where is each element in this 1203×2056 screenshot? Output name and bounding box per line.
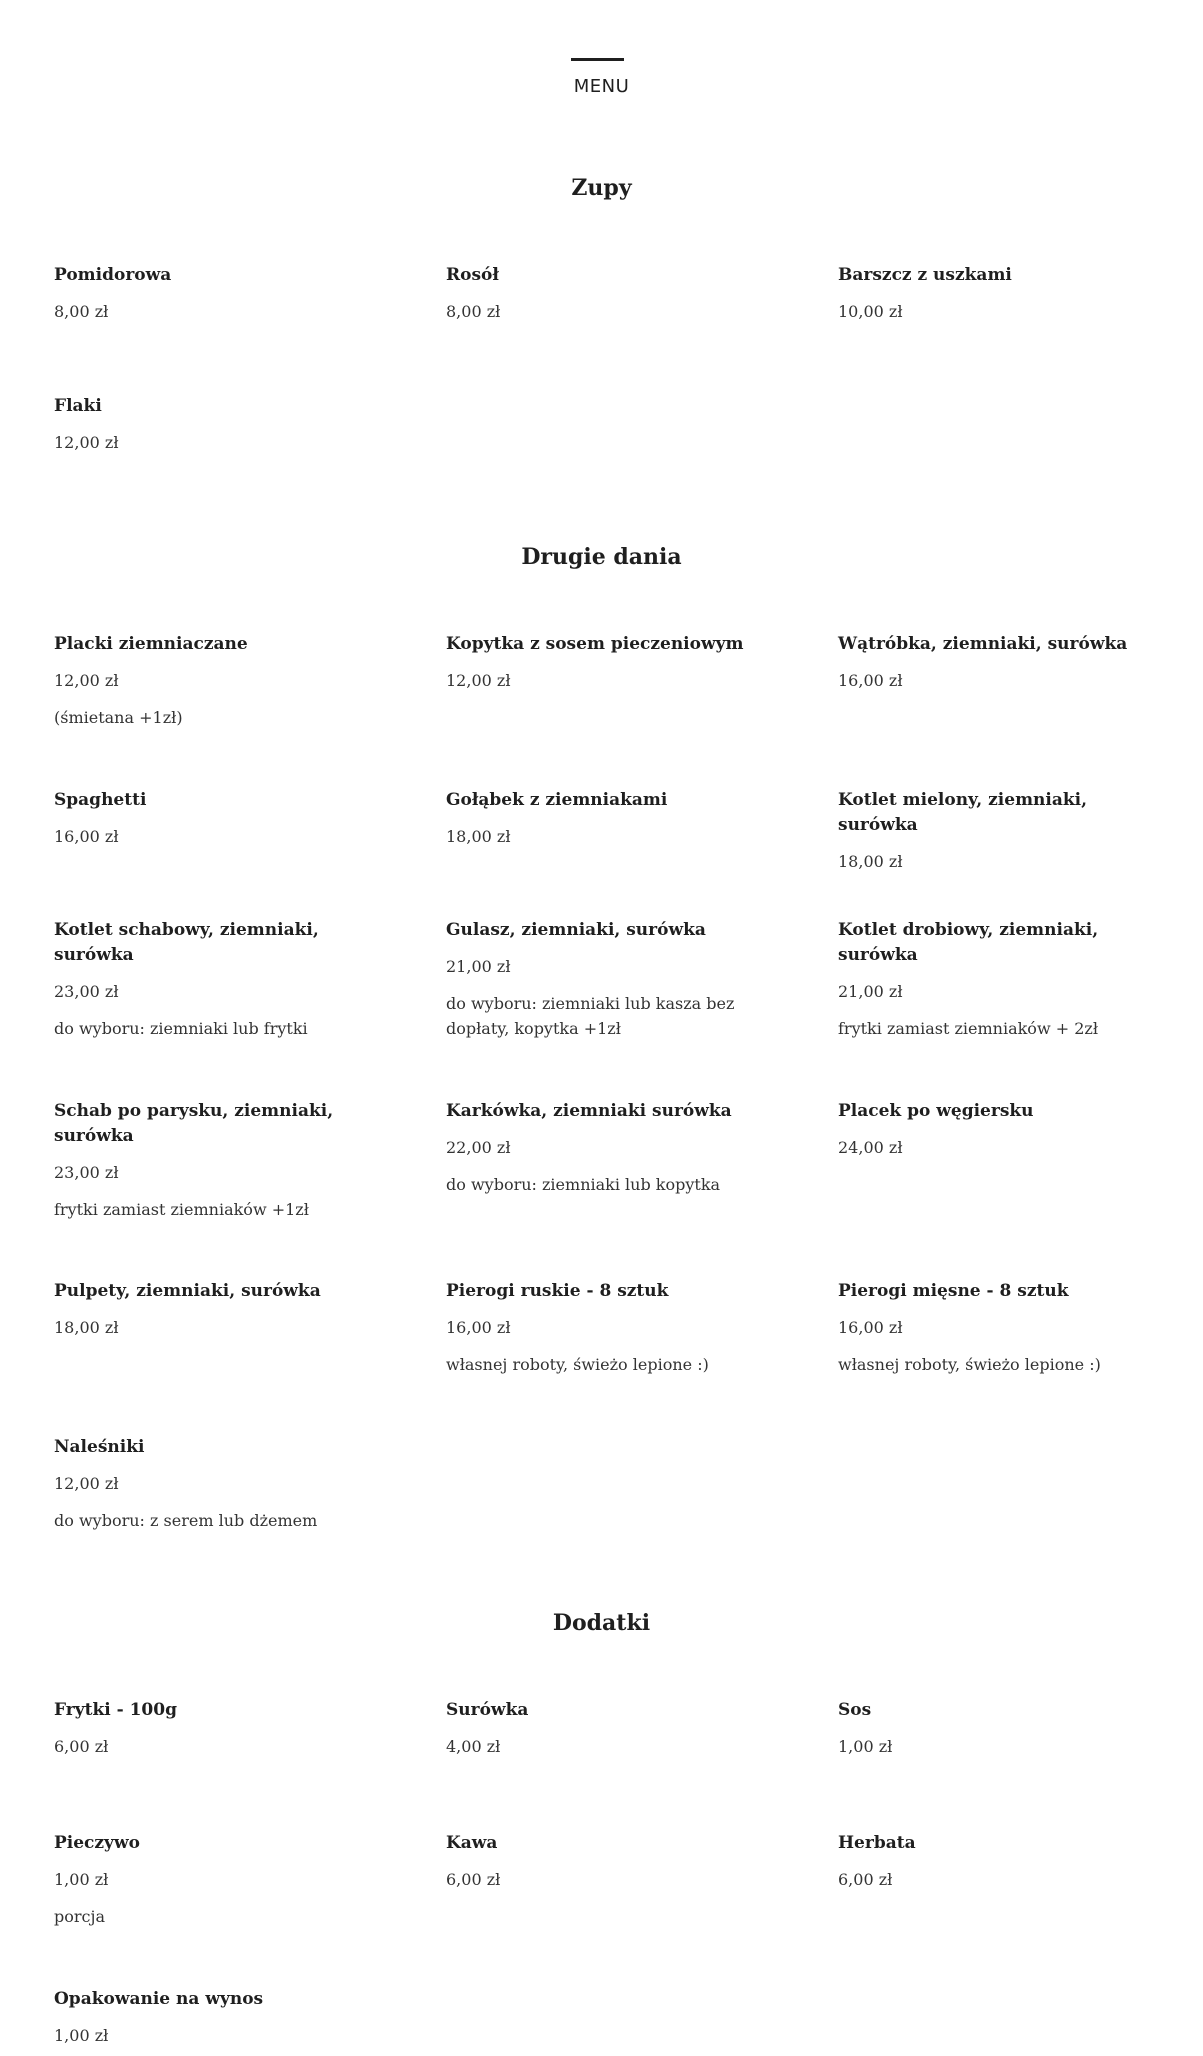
item-name: Opakowanie na wynos: [54, 1989, 264, 2009]
menu-item: [838, 1099, 1148, 1159]
item-name: Spaghetti: [54, 790, 147, 810]
item-name: Gołąbek z ziemniakami: [446, 790, 668, 810]
menu-item: [54, 788, 364, 848]
item-name: Kotlet drobiowy, ziemniaki, surówka: [838, 920, 1099, 965]
menu-item: [54, 632, 364, 730]
menu-item: [446, 1279, 756, 1377]
item-name: Kotlet mielony, ziemniaki, surówka: [838, 790, 1088, 835]
item-name: Barszcz z uszkami: [838, 265, 1012, 285]
item-note: własnej roboty, świeżo lepione :): [838, 1355, 1101, 1374]
item-price: 18,00 zł: [838, 852, 903, 871]
item-price: 6,00 zł: [446, 1870, 501, 1889]
menu-item: [446, 1698, 756, 1758]
section-title: Dodatki: [552, 1610, 651, 1636]
item-note: do wyboru: ziemniaki lub frytki: [54, 1019, 308, 1038]
item-name: Herbata: [838, 1833, 916, 1853]
menu-item: [54, 263, 364, 323]
item-name: Sos: [838, 1700, 872, 1720]
item-price: 23,00 zł: [54, 1163, 119, 1182]
menu-item: [446, 788, 756, 848]
menu-item: [446, 918, 756, 1041]
item-price: 4,00 zł: [446, 1737, 501, 1756]
item-name: Schab po parysku, ziemniaki, surówka: [54, 1101, 334, 1146]
item-note: do wyboru: ziemniaki lub kopytka: [446, 1175, 721, 1194]
section-title: Zupy: [571, 175, 632, 201]
item-name: Kawa: [446, 1833, 498, 1853]
item-name: Surówka: [446, 1700, 529, 1720]
item-price: 12,00 zł: [54, 433, 119, 452]
item-name: Placki ziemniaczane: [54, 634, 248, 654]
item-note: porcja: [54, 1907, 105, 1926]
item-price: 18,00 zł: [446, 827, 511, 846]
menu-item: [54, 1831, 364, 1929]
item-price: 8,00 zł: [54, 302, 109, 321]
item-price: 16,00 zł: [838, 1318, 903, 1337]
menu-item: [446, 1099, 756, 1197]
item-name: Wątróbka, ziemniaki, surówka: [838, 634, 1128, 654]
item-price: 16,00 zł: [838, 671, 903, 690]
item-price: 12,00 zł: [446, 671, 511, 690]
item-note: do wyboru: ziemniaki lub kasza bez dopłaty, kopytka +1zł: [446, 994, 735, 1038]
menu-title: MENU: [573, 76, 630, 97]
menu-item: [838, 1831, 1148, 1891]
item-price: 1,00 zł: [54, 1870, 109, 1889]
item-note: frytki zamiast ziemniaków +1zł: [54, 1200, 309, 1219]
item-price: 22,00 zł: [446, 1138, 511, 1157]
item-price: 21,00 zł: [446, 957, 511, 976]
item-note: własnej roboty, świeżo lepione :): [446, 1355, 709, 1374]
item-price: 24,00 zł: [838, 1138, 903, 1157]
menu-item: [54, 1698, 364, 1758]
menu-item: [54, 394, 364, 454]
item-name: Karkówka, ziemniaki surówka: [446, 1101, 732, 1121]
item-name: Pomidorowa: [54, 265, 172, 285]
item-name: Rosół: [446, 265, 499, 285]
section-title: Drugie dania: [521, 544, 682, 570]
menu-item: [838, 263, 1148, 323]
menu-item: [54, 1987, 364, 2047]
item-note: (śmietana +1zł): [54, 708, 183, 727]
menu-item: [838, 918, 1148, 1041]
menu-divider: [571, 58, 624, 61]
menu-item: [54, 1099, 364, 1222]
item-name: Placek po węgiersku: [838, 1101, 1034, 1121]
item-name: Pulpety, ziemniaki, surówka: [54, 1281, 321, 1301]
item-price: 6,00 zł: [54, 1737, 109, 1756]
menu-item: [838, 1698, 1148, 1758]
menu-item: [54, 918, 364, 1041]
item-price: 16,00 zł: [54, 827, 119, 846]
item-note: frytki zamiast ziemniaków + 2zł: [838, 1019, 1099, 1038]
menu-item: [838, 632, 1148, 692]
item-price: 8,00 zł: [446, 302, 501, 321]
menu-item: [838, 788, 1148, 873]
item-name: Naleśniki: [54, 1437, 145, 1457]
item-price: 6,00 zł: [838, 1870, 893, 1889]
item-note: do wyboru: z serem lub dżemem: [54, 1511, 318, 1530]
item-name: Flaki: [54, 396, 102, 416]
item-name: Gulasz, ziemniaki, surówka: [446, 920, 706, 940]
item-price: 16,00 zł: [446, 1318, 511, 1337]
item-price: 23,00 zł: [54, 982, 119, 1001]
item-price: 12,00 zł: [54, 1474, 119, 1493]
item-price: 21,00 zł: [838, 982, 903, 1001]
item-price: 1,00 zł: [54, 2026, 109, 2045]
item-name: Pieczywo: [54, 1833, 140, 1853]
menu-item: [446, 632, 756, 692]
item-price: 18,00 zł: [54, 1318, 119, 1337]
menu-item: [54, 1435, 364, 1533]
item-name: Frytki - 100g: [54, 1700, 177, 1720]
item-name: Pierogi ruskie - 8 sztuk: [446, 1281, 669, 1301]
item-name: Pierogi mięsne - 8 sztuk: [838, 1281, 1069, 1301]
item-price: 1,00 zł: [838, 1737, 893, 1756]
menu-item: [446, 263, 756, 323]
item-name: Kotlet schabowy, ziemniaki, surówka: [54, 920, 319, 965]
item-price: 10,00 zł: [838, 302, 903, 321]
item-price: 12,00 zł: [54, 671, 119, 690]
menu-item: [446, 1831, 756, 1891]
item-name: Kopytka z sosem pieczeniowym: [446, 634, 744, 654]
menu-item: [54, 1279, 364, 1339]
menu-item: [838, 1279, 1148, 1377]
